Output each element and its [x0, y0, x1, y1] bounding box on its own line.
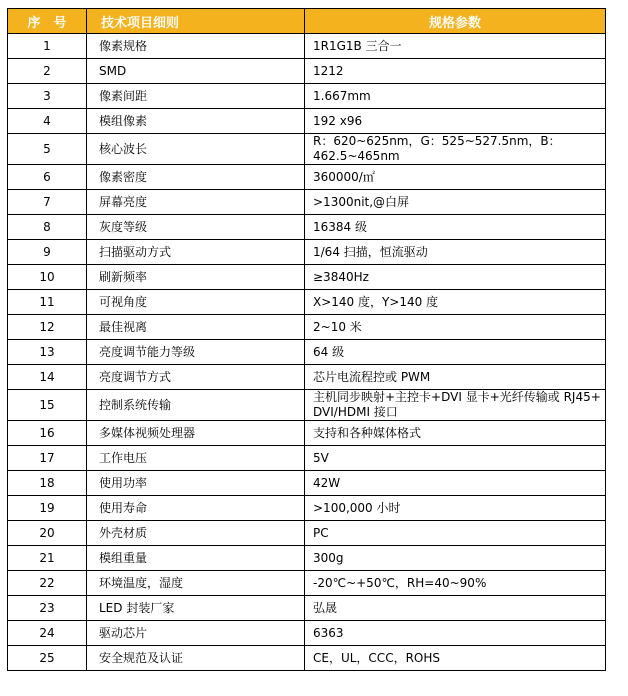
- row-item: 屏幕亮度: [87, 190, 305, 215]
- row-number: 9: [8, 240, 87, 265]
- row-spec: 1R1G1B 三合一: [305, 34, 606, 59]
- row-item: 刷新频率: [87, 265, 305, 290]
- row-spec: 360000/㎡: [305, 165, 606, 190]
- table-row: [8, 365, 606, 390]
- table-row: [8, 471, 606, 496]
- row-spec: PC: [305, 521, 606, 546]
- row-item: 多媒体视频处理器: [87, 421, 305, 446]
- row-number: 6: [8, 165, 87, 190]
- table-row: [8, 596, 606, 621]
- table-row: [8, 521, 606, 546]
- table-body: [8, 34, 606, 671]
- row-number: 8: [8, 215, 87, 240]
- row-number: 4: [8, 109, 87, 134]
- table-row: [8, 290, 606, 315]
- row-spec: 1.667mm: [305, 84, 606, 109]
- row-item: 使用功率: [87, 471, 305, 496]
- table-row: [8, 134, 606, 165]
- row-spec: ≥3840Hz: [305, 265, 606, 290]
- header-item: 技术项目细则: [87, 9, 305, 34]
- table-row: [8, 265, 606, 290]
- row-number: 24: [8, 621, 87, 646]
- row-spec: 支持和各种媒体格式: [305, 421, 606, 446]
- table-row: [8, 315, 606, 340]
- row-item: 亮度调节能力等级: [87, 340, 305, 365]
- row-spec: X>140 度，Y>140 度: [305, 290, 606, 315]
- table-row: [8, 109, 606, 134]
- row-number: 1: [8, 34, 87, 59]
- row-spec: 192 x96: [305, 109, 606, 134]
- row-number: 22: [8, 571, 87, 596]
- row-number: 21: [8, 546, 87, 571]
- row-item: 最佳视离: [87, 315, 305, 340]
- row-item: 灰度等级: [87, 215, 305, 240]
- row-spec: 64 级: [305, 340, 606, 365]
- spec-table: [7, 8, 606, 671]
- table-header-row: [8, 9, 606, 34]
- row-number: 3: [8, 84, 87, 109]
- table-row: [8, 646, 606, 671]
- row-spec: 6363: [305, 621, 606, 646]
- row-item: 模组像素: [87, 109, 305, 134]
- row-item: 控制系统传输: [87, 390, 305, 421]
- row-number: 25: [8, 646, 87, 671]
- row-item: 外壳材质: [87, 521, 305, 546]
- row-item: SMD: [87, 59, 305, 84]
- table-row: [8, 190, 606, 215]
- table-row: [8, 215, 606, 240]
- row-spec: 2~10 米: [305, 315, 606, 340]
- row-item: 环境温度，湿度: [87, 571, 305, 596]
- row-spec: 5V: [305, 446, 606, 471]
- row-item: 像素间距: [87, 84, 305, 109]
- row-item: 核心波长: [87, 134, 305, 165]
- row-number: 19: [8, 496, 87, 521]
- row-number: 11: [8, 290, 87, 315]
- row-spec: R：620~625nm，G：525~527.5nm，B：462.5~465nm: [305, 134, 606, 165]
- header-no: 序 号: [8, 9, 87, 34]
- table-row: [8, 34, 606, 59]
- table-row: [8, 340, 606, 365]
- row-number: 15: [8, 390, 87, 421]
- row-number: 12: [8, 315, 87, 340]
- table-row: [8, 240, 606, 265]
- row-item: 模组重量: [87, 546, 305, 571]
- row-spec: 弘晟: [305, 596, 606, 621]
- row-number: 5: [8, 134, 87, 165]
- header-spec: 规格参数: [305, 9, 606, 34]
- table-row: [8, 84, 606, 109]
- row-spec: CE，UL，CCC，ROHS: [305, 646, 606, 671]
- row-number: 10: [8, 265, 87, 290]
- table-row: [8, 571, 606, 596]
- row-number: 17: [8, 446, 87, 471]
- table-row: [8, 390, 606, 421]
- table-row: [8, 421, 606, 446]
- row-item: 像素规格: [87, 34, 305, 59]
- row-number: 2: [8, 59, 87, 84]
- row-spec: 1/64 扫描，恒流驱动: [305, 240, 606, 265]
- row-item: 扫描驱动方式: [87, 240, 305, 265]
- row-number: 18: [8, 471, 87, 496]
- row-spec: 芯片电流程控或 PWM: [305, 365, 606, 390]
- row-number: 7: [8, 190, 87, 215]
- row-number: 23: [8, 596, 87, 621]
- row-item: LED 封装厂家: [87, 596, 305, 621]
- table-row: [8, 165, 606, 190]
- table-row: [8, 446, 606, 471]
- table-row: [8, 59, 606, 84]
- table-row: [8, 496, 606, 521]
- row-spec: 42W: [305, 471, 606, 496]
- row-item: 可视角度: [87, 290, 305, 315]
- row-item: 工作电压: [87, 446, 305, 471]
- row-spec: 16384 级: [305, 215, 606, 240]
- row-spec: -20℃~+50℃，RH=40~90%: [305, 571, 606, 596]
- table-row: [8, 546, 606, 571]
- row-spec: >1300nit,@白屏: [305, 190, 606, 215]
- row-number: 20: [8, 521, 87, 546]
- row-item: 驱动芯片: [87, 621, 305, 646]
- spec-table-container: [7, 8, 606, 671]
- row-item: 使用寿命: [87, 496, 305, 521]
- row-spec: 300g: [305, 546, 606, 571]
- row-number: 14: [8, 365, 87, 390]
- row-spec: >100,000 小时: [305, 496, 606, 521]
- row-number: 13: [8, 340, 87, 365]
- row-number: 16: [8, 421, 87, 446]
- row-item: 亮度调节方式: [87, 365, 305, 390]
- row-spec: 1212: [305, 59, 606, 84]
- row-item: 安全规范及认证: [87, 646, 305, 671]
- table-row: [8, 621, 606, 646]
- row-item: 像素密度: [87, 165, 305, 190]
- row-spec: 主机同步映射+主控卡+DVI 显卡+光纤传输或 RJ45+ DVI/HDMI 接口: [305, 390, 606, 421]
